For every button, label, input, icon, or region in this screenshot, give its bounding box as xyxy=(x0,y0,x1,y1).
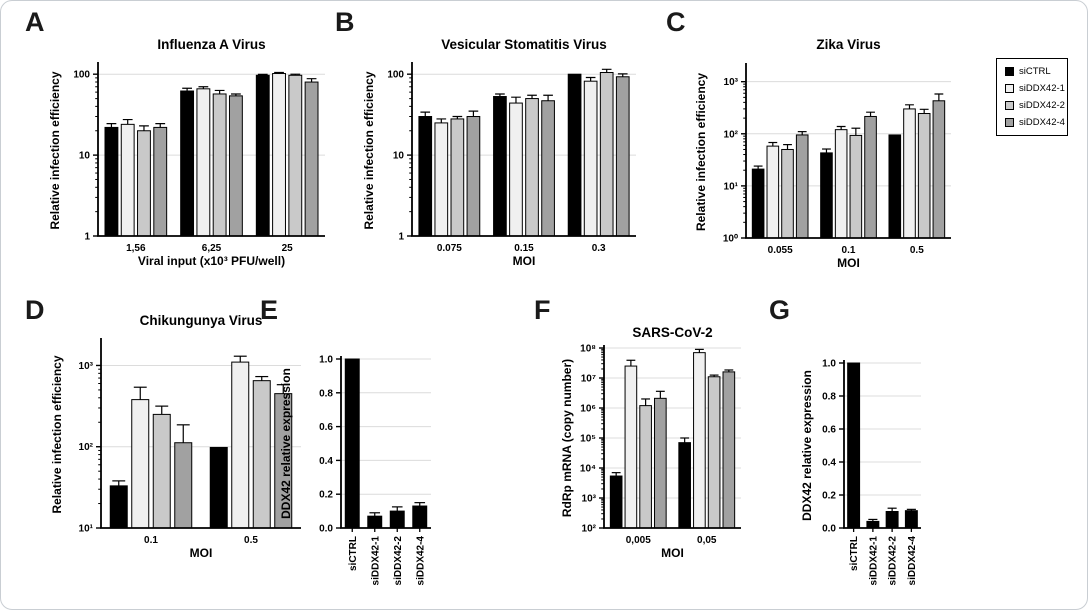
svg-text:siDDX42-2: siDDX42-2 xyxy=(392,536,404,586)
svg-text:Chikungunya Virus: Chikungunya Virus xyxy=(139,313,263,328)
legend-label: siDDX42-4 xyxy=(1019,117,1065,128)
svg-text:Viral input (x10³ PFU/well): Viral input (x10³ PFU/well) xyxy=(137,254,286,268)
svg-text:10⁸: 10⁸ xyxy=(580,343,596,355)
svg-text:MOI: MOI xyxy=(189,546,213,560)
svg-text:0.6: 0.6 xyxy=(822,424,836,436)
svg-text:Influenza A Virus: Influenza A Virus xyxy=(157,37,266,52)
svg-text:Relative infection efficiency: Relative infection efficiency xyxy=(48,71,62,230)
svg-text:10⁶: 10⁶ xyxy=(580,403,596,415)
svg-text:0,05: 0,05 xyxy=(697,535,717,546)
svg-text:10: 10 xyxy=(392,150,404,162)
chart-zika-virus xyxy=(659,9,959,296)
svg-text:0.6: 0.6 xyxy=(319,422,333,434)
svg-text:0.4: 0.4 xyxy=(822,457,836,469)
svg-text:0.5: 0.5 xyxy=(909,245,924,256)
panel-label-b: B xyxy=(335,7,355,37)
svg-text:0.8: 0.8 xyxy=(822,391,836,403)
svg-text:100: 100 xyxy=(73,69,90,81)
legend-swatch-siddx42-1 xyxy=(1005,84,1014,93)
svg-text:0.15: 0.15 xyxy=(514,243,534,254)
legend-item xyxy=(1005,66,1061,77)
svg-text:0.1: 0.1 xyxy=(144,535,158,546)
svg-text:Vesicular Stomatitis Virus: Vesicular Stomatitis Virus xyxy=(441,37,607,52)
svg-text:10: 10 xyxy=(78,150,90,162)
chart-svg-c xyxy=(659,9,959,291)
svg-text:siDDX42-4: siDDX42-4 xyxy=(415,536,427,586)
legend-item xyxy=(1005,117,1065,128)
svg-text:10⁴: 10⁴ xyxy=(579,463,596,475)
panel-label-e: E xyxy=(260,295,279,325)
svg-text:10²: 10² xyxy=(78,442,93,454)
svg-text:siCTRL: siCTRL xyxy=(347,536,359,571)
svg-text:siDDX42-2: siDDX42-2 xyxy=(887,536,899,586)
svg-text:Zika Virus: Zika Virus xyxy=(816,37,881,52)
legend-swatch-sictrl xyxy=(1005,67,1014,76)
svg-text:MOI: MOI xyxy=(512,254,536,268)
svg-text:1: 1 xyxy=(84,231,90,243)
svg-text:10³: 10³ xyxy=(581,493,596,505)
svg-text:0.1: 0.1 xyxy=(841,245,856,256)
svg-text:10²: 10² xyxy=(581,523,596,535)
svg-text:1,56: 1,56 xyxy=(126,243,146,254)
svg-text:0.075: 0.075 xyxy=(436,243,462,254)
svg-text:DDX42 relative expression: DDX42 relative expression xyxy=(800,370,814,521)
svg-text:0.2: 0.2 xyxy=(822,490,836,502)
legend-swatch-siddx42-4 xyxy=(1005,118,1014,127)
svg-text:25: 25 xyxy=(281,243,293,254)
svg-text:0.0: 0.0 xyxy=(822,523,836,535)
chart-ddx42-expression-left xyxy=(254,295,469,610)
svg-text:0.8: 0.8 xyxy=(319,388,333,400)
panel-label-g: G xyxy=(769,295,791,325)
svg-text:10⁷: 10⁷ xyxy=(580,373,596,385)
svg-text:1.0: 1.0 xyxy=(822,358,836,370)
chart-svg-g xyxy=(759,295,974,609)
panel-label-a: A xyxy=(25,7,45,37)
svg-text:10¹: 10¹ xyxy=(723,181,738,193)
legend-swatch-siddx42-2 xyxy=(1005,101,1014,110)
chart-svg-e xyxy=(254,295,469,609)
chart-vesicular-stomatitis xyxy=(329,9,645,296)
svg-text:6,25: 6,25 xyxy=(201,243,222,254)
svg-text:siDDX42-1: siDDX42-1 xyxy=(868,536,880,586)
svg-text:RdRp mRNA (copy number): RdRp mRNA (copy number) xyxy=(560,358,574,518)
legend-label: siDDX42-2 xyxy=(1019,100,1065,111)
svg-text:0.3: 0.3 xyxy=(591,243,606,254)
svg-text:Relative infection efficiency: Relative infection efficiency xyxy=(362,71,376,230)
svg-text:1.0: 1.0 xyxy=(319,354,333,366)
panel-label-f: F xyxy=(534,295,551,325)
legend-label: siCTRL xyxy=(1019,66,1051,77)
chart-svg-a xyxy=(19,9,335,291)
chart-ddx42-expression-right xyxy=(759,295,974,610)
panel-label-d: D xyxy=(25,295,45,325)
svg-text:0,005: 0,005 xyxy=(625,535,651,546)
svg-text:10³: 10³ xyxy=(78,360,93,372)
legend-item xyxy=(1005,83,1065,94)
svg-text:0.055: 0.055 xyxy=(767,245,793,256)
svg-text:10⁰: 10⁰ xyxy=(722,233,738,245)
svg-text:siCTRL: siCTRL xyxy=(849,536,861,571)
svg-text:0.5: 0.5 xyxy=(244,535,258,546)
legend-label: siDDX42-1 xyxy=(1019,83,1065,94)
svg-text:siDDX42-1: siDDX42-1 xyxy=(370,536,382,586)
panel-label-c: C xyxy=(666,7,686,37)
svg-text:10³: 10³ xyxy=(723,77,738,89)
svg-text:DDX42 relative expression: DDX42 relative expression xyxy=(279,368,293,519)
svg-text:MOI: MOI xyxy=(661,546,684,560)
svg-text:0.2: 0.2 xyxy=(319,489,333,501)
svg-text:Relative infection efficiency: Relative infection efficiency xyxy=(694,72,708,232)
svg-text:100: 100 xyxy=(387,69,404,81)
svg-text:10²: 10² xyxy=(723,129,738,141)
svg-text:Relative infection efficiency: Relative infection efficiency xyxy=(50,355,64,514)
svg-text:SARS-CoV-2: SARS-CoV-2 xyxy=(632,325,713,340)
svg-text:MOI: MOI xyxy=(837,256,860,270)
chart-svg-b xyxy=(329,9,645,291)
chart-influenza-a-virus xyxy=(19,9,335,296)
svg-text:0.0: 0.0 xyxy=(319,523,333,535)
legend-item xyxy=(1005,100,1065,111)
legend xyxy=(996,58,1068,136)
svg-text:1: 1 xyxy=(398,231,404,243)
svg-text:siDDX42-4: siDDX42-4 xyxy=(906,536,918,586)
svg-text:0.4: 0.4 xyxy=(319,455,333,467)
svg-text:10¹: 10¹ xyxy=(78,523,93,535)
svg-text:10⁵: 10⁵ xyxy=(580,433,596,445)
